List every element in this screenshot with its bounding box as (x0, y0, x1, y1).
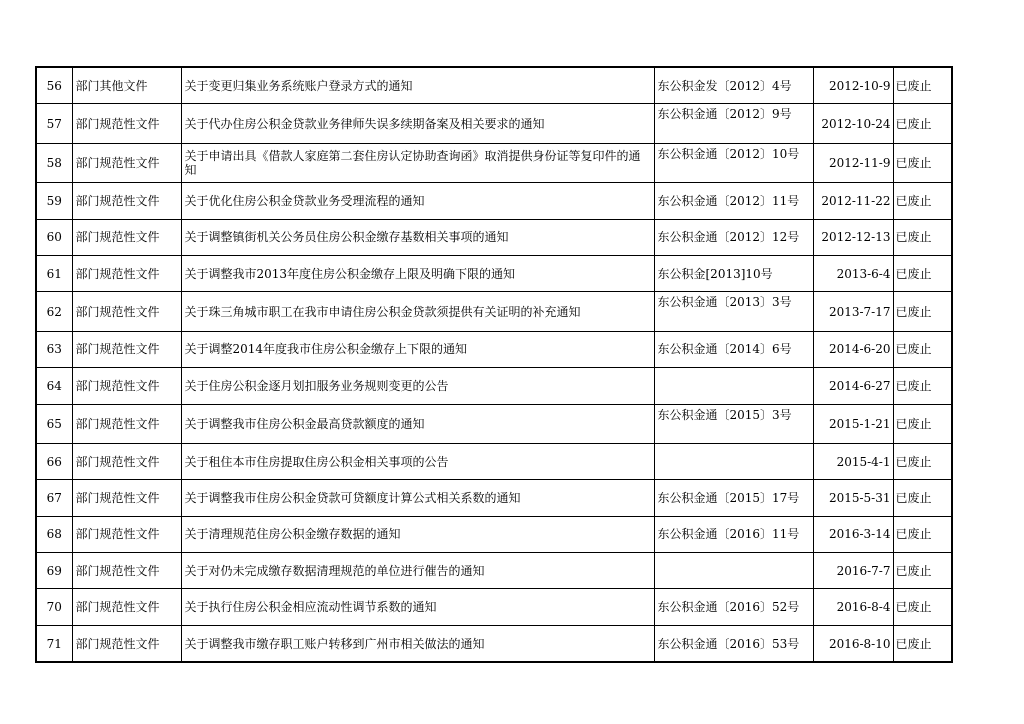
row-category: 部门规范性文件 (72, 443, 181, 479)
row-number: 65 (36, 404, 72, 443)
row-title: 关于变更归集业务系统账户登录方式的通知 (181, 67, 654, 104)
row-date: 2013-7-17 (813, 292, 893, 331)
row-title: 关于租住本市住房提取住房公积金相关事项的公告 (181, 443, 654, 479)
row-status: 已废止 (893, 516, 952, 552)
table-row (36, 516, 952, 552)
table-row (36, 292, 952, 331)
row-category: 部门规范性文件 (72, 143, 181, 182)
table-body (36, 67, 952, 662)
table-row (36, 183, 952, 219)
row-date: 2015-5-31 (813, 480, 893, 516)
table-row (36, 368, 952, 404)
row-category: 部门其他文件 (72, 67, 181, 104)
row-number: 68 (36, 516, 72, 552)
row-document-number: 东公积金通〔2013〕3号 (654, 292, 813, 331)
row-date: 2015-4-1 (813, 443, 893, 479)
row-status: 已废止 (893, 219, 952, 255)
row-date: 2014-6-20 (813, 331, 893, 367)
document-table-container (35, 66, 953, 663)
row-document-number: 东公积金通〔2016〕52号 (654, 589, 813, 625)
row-category: 部门规范性文件 (72, 219, 181, 255)
table-row (36, 255, 952, 291)
row-date: 2016-7-7 (813, 553, 893, 589)
table-row (36, 67, 952, 104)
row-title: 关于执行住房公积金相应流动性调节系数的通知 (181, 589, 654, 625)
row-date: 2012-11-9 (813, 143, 893, 182)
table-row (36, 104, 952, 143)
row-title: 关于对仍未完成缴存数据清理规范的单位进行催告的通知 (181, 553, 654, 589)
row-title: 关于调整镇街机关公务员住房公积金缴存基数相关事项的通知 (181, 219, 654, 255)
row-category: 部门规范性文件 (72, 480, 181, 516)
row-number: 60 (36, 219, 72, 255)
row-date: 2016-8-4 (813, 589, 893, 625)
row-document-number: 东公积金通〔2014〕6号 (654, 331, 813, 367)
row-status: 已废止 (893, 443, 952, 479)
row-document-number: 东公积金通〔2016〕53号 (654, 625, 813, 662)
table-row (36, 589, 952, 625)
row-number: 62 (36, 292, 72, 331)
row-status: 已废止 (893, 589, 952, 625)
row-status: 已废止 (893, 255, 952, 291)
row-category: 部门规范性文件 (72, 292, 181, 331)
row-status: 已废止 (893, 404, 952, 443)
row-document-number: 东公积金发〔2012〕4号 (654, 67, 813, 104)
regulation-table (35, 66, 953, 663)
row-title: 关于调整我市2013年度住房公积金缴存上限及明确下限的通知 (181, 255, 654, 291)
row-number: 56 (36, 67, 72, 104)
row-number: 58 (36, 143, 72, 182)
row-category: 部门规范性文件 (72, 104, 181, 143)
row-title: 关于调整2014年度我市住房公积金缴存上下限的通知 (181, 331, 654, 367)
row-status: 已废止 (893, 553, 952, 589)
row-category: 部门规范性文件 (72, 368, 181, 404)
row-date: 2016-8-10 (813, 625, 893, 662)
row-document-number: 东公积金通〔2012〕9号 (654, 104, 813, 143)
row-title: 关于调整我市住房公积金贷款可贷额度计算公式相关系数的通知 (181, 480, 654, 516)
row-document-number: 东公积金通〔2012〕11号 (654, 183, 813, 219)
row-title: 关于申请出具《借款人家庭第二套住房认定协助查询函》取消提供身份证等复印件的通知 (181, 143, 654, 182)
row-number: 70 (36, 589, 72, 625)
row-title: 关于优化住房公积金贷款业务受理流程的通知 (181, 183, 654, 219)
row-number: 63 (36, 331, 72, 367)
row-document-number (654, 553, 813, 589)
row-number: 71 (36, 625, 72, 662)
row-date: 2012-12-13 (813, 219, 893, 255)
row-title: 关于住房公积金逐月划扣服务业务规则变更的公告 (181, 368, 654, 404)
row-title: 关于代办住房公积金贷款业务律师失误多续期备案及相关要求的通知 (181, 104, 654, 143)
row-number: 61 (36, 255, 72, 291)
row-title: 关于调整我市住房公积金最高贷款额度的通知 (181, 404, 654, 443)
row-number: 59 (36, 183, 72, 219)
row-status: 已废止 (893, 183, 952, 219)
table-row (36, 331, 952, 367)
table-row (36, 480, 952, 516)
row-number: 64 (36, 368, 72, 404)
row-number: 66 (36, 443, 72, 479)
row-number: 67 (36, 480, 72, 516)
row-category: 部门规范性文件 (72, 625, 181, 662)
row-document-number: 东公积金通〔2012〕10号 (654, 143, 813, 182)
table-row (36, 553, 952, 589)
row-status: 已废止 (893, 104, 952, 143)
row-status: 已废止 (893, 331, 952, 367)
row-category: 部门规范性文件 (72, 255, 181, 291)
table-row (36, 404, 952, 443)
row-number: 69 (36, 553, 72, 589)
row-date: 2016-3-14 (813, 516, 893, 552)
row-number: 57 (36, 104, 72, 143)
row-category: 部门规范性文件 (72, 589, 181, 625)
row-title: 关于珠三角城市职工在我市申请住房公积金贷款须提供有关证明的补充通知 (181, 292, 654, 331)
table-row (36, 219, 952, 255)
row-document-number: 东公积金通〔2015〕3号 (654, 404, 813, 443)
table-row (36, 443, 952, 479)
table-row (36, 625, 952, 662)
row-date: 2012-10-24 (813, 104, 893, 143)
row-category: 部门规范性文件 (72, 183, 181, 219)
row-document-number (654, 443, 813, 479)
row-document-number: 东公积金通〔2012〕12号 (654, 219, 813, 255)
row-status: 已废止 (893, 143, 952, 182)
row-document-number: 东公积金通〔2015〕17号 (654, 480, 813, 516)
row-status: 已废止 (893, 292, 952, 331)
row-date: 2012-10-9 (813, 67, 893, 104)
row-date: 2012-11-22 (813, 183, 893, 219)
row-status: 已废止 (893, 67, 952, 104)
row-status: 已废止 (893, 625, 952, 662)
row-category: 部门规范性文件 (72, 516, 181, 552)
row-date: 2014-6-27 (813, 368, 893, 404)
row-status: 已废止 (893, 480, 952, 516)
table-row (36, 143, 952, 182)
row-document-number (654, 368, 813, 404)
row-document-number: 东公积金[2013]10号 (654, 255, 813, 291)
row-date: 2015-1-21 (813, 404, 893, 443)
row-category: 部门规范性文件 (72, 404, 181, 443)
row-title: 关于清理规范住房公积金缴存数据的通知 (181, 516, 654, 552)
row-date: 2013-6-4 (813, 255, 893, 291)
row-title: 关于调整我市缴存职工账户转移到广州市相关做法的通知 (181, 625, 654, 662)
row-status: 已废止 (893, 368, 952, 404)
row-category: 部门规范性文件 (72, 553, 181, 589)
row-document-number: 东公积金通〔2016〕11号 (654, 516, 813, 552)
row-category: 部门规范性文件 (72, 331, 181, 367)
